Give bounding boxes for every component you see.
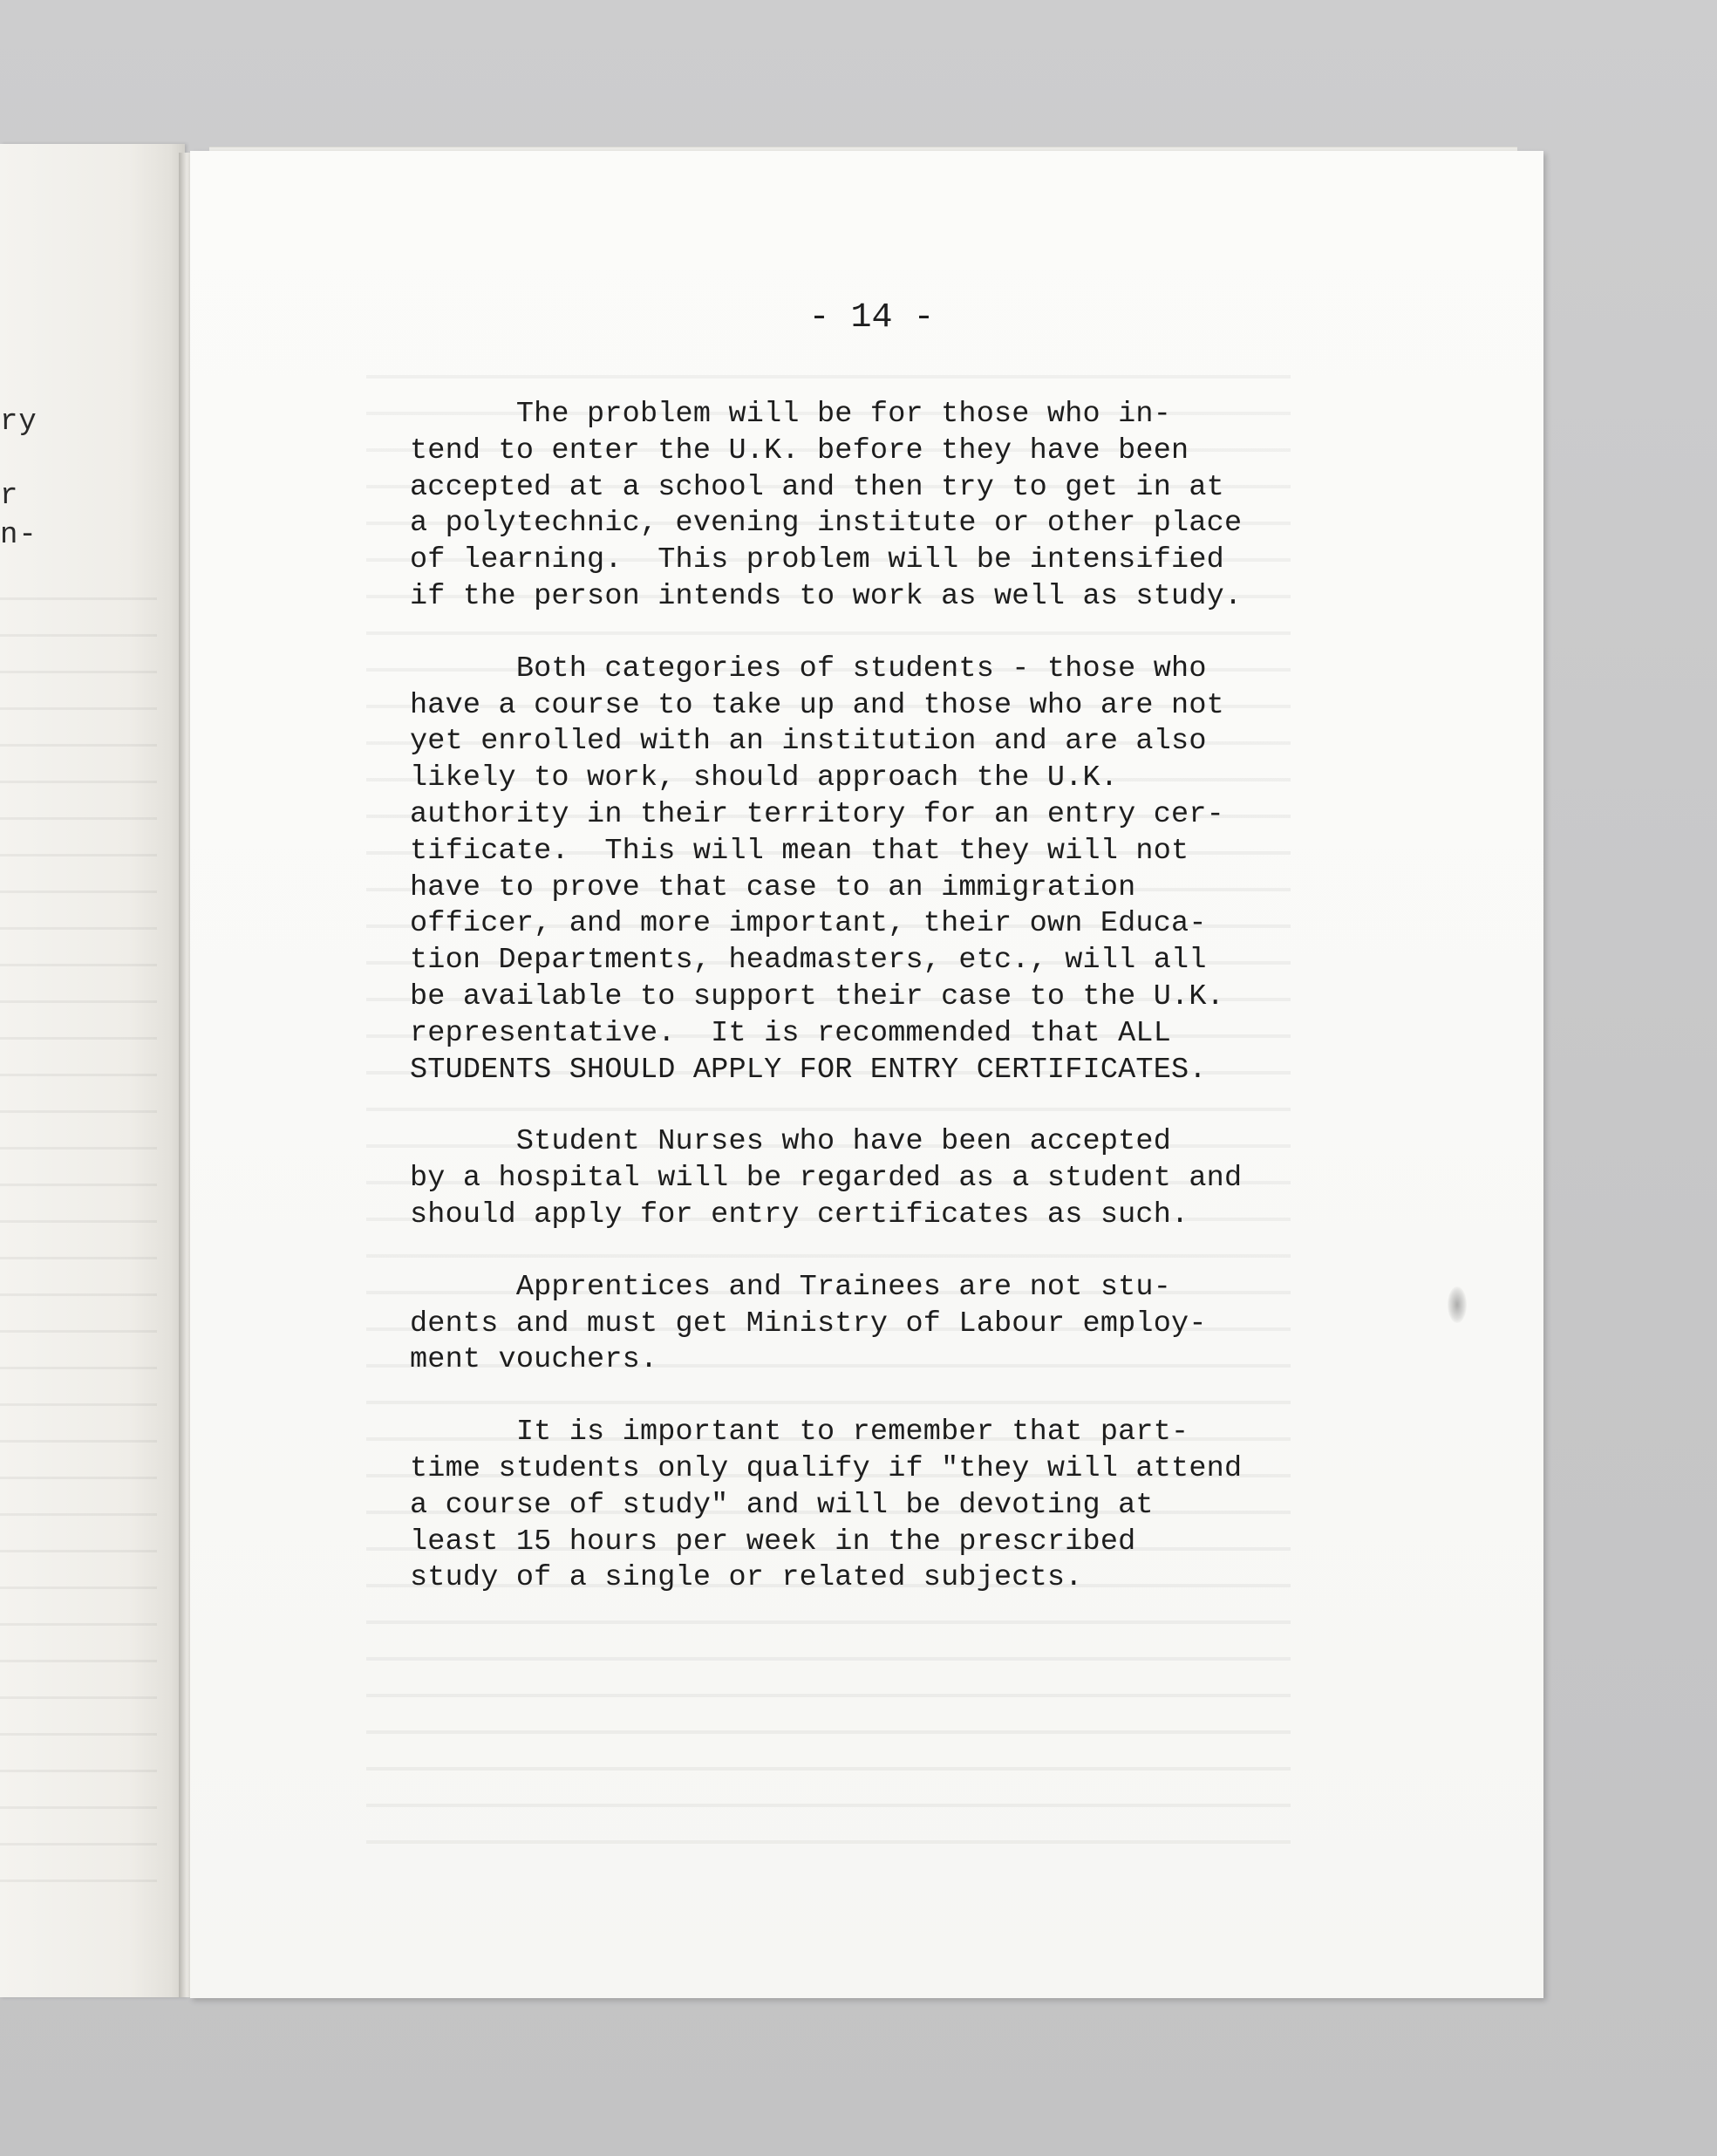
text-line: study of a single or related subjects. — [410, 1561, 1083, 1595]
paragraph-problem — [410, 397, 1291, 616]
text-line: a course of study" and will be devoting at — [410, 1488, 1154, 1522]
text-line: tificate. This will mean that they will not — [410, 834, 1189, 868]
left-facing-page — [0, 144, 185, 1997]
text-line: Apprentices and Trainees are not stu- — [410, 1270, 1172, 1304]
text-line: be available to support their case to the U.K. — [410, 979, 1224, 1013]
text-line: STUDENTS SHOULD APPLY FOR ENTRY CERTIFICATES. — [410, 1053, 1207, 1087]
paragraph-both-categories — [410, 652, 1291, 1089]
left-page-show-through — [0, 597, 157, 1906]
text-line: if the person intends to work as well as study. — [410, 579, 1243, 613]
text-line: Both categories of students - those who — [410, 652, 1207, 686]
left-page-fragment: ry — [0, 406, 37, 439]
page-number: - 14 - — [808, 298, 935, 338]
paragraph-apprentices — [410, 1270, 1291, 1379]
text-line: tend to enter the U.K. before they have been — [410, 433, 1189, 467]
text-line: yet enrolled with an institution and are also — [410, 725, 1207, 759]
text-line: time students only qualify if "they will attend — [410, 1451, 1243, 1485]
paragraph-student-nurses — [410, 1124, 1291, 1233]
text-line: by a hospital will be regarded as a student and — [410, 1162, 1243, 1196]
body-text — [410, 397, 1291, 1633]
text-line: likely to work, should approach the U.K. — [410, 761, 1119, 795]
text-line: accepted at a school and then try to get in at — [410, 470, 1224, 504]
text-line: dents and must get Ministry of Labour employ- — [410, 1307, 1207, 1341]
paragraph-part-time — [410, 1415, 1291, 1597]
text-line: ment vouchers. — [410, 1343, 658, 1377]
text-line: It is important to remember that part- — [410, 1416, 1189, 1450]
text-line: representative. It is recommended that ALL — [410, 1016, 1172, 1050]
text-line: tion Departments, headmasters, etc., will all — [410, 944, 1207, 978]
text-line: a polytechnic, evening institute or other place — [410, 507, 1243, 541]
text-line: have a course to take up and those who are not — [410, 688, 1224, 722]
text-line: have to prove that case to an immigration — [410, 870, 1136, 904]
text-line: Student Nurses who have been accepted — [410, 1125, 1172, 1159]
text-line: authority in their territory for an entry cer- — [410, 797, 1224, 831]
text-line: The problem will be for those who in- — [410, 398, 1172, 431]
text-line: officer, and more important, their own Educa- — [410, 907, 1207, 941]
left-page-fragment: r — [0, 480, 19, 513]
left-page-fragment: n- — [0, 519, 37, 552]
paper-blemish — [1448, 1286, 1467, 1323]
text-line: should apply for entry certificates as such. — [410, 1197, 1189, 1232]
text-line: of learning. This problem will be intensified — [410, 543, 1224, 577]
text-line: least 15 hours per week in the prescribed — [410, 1525, 1136, 1559]
